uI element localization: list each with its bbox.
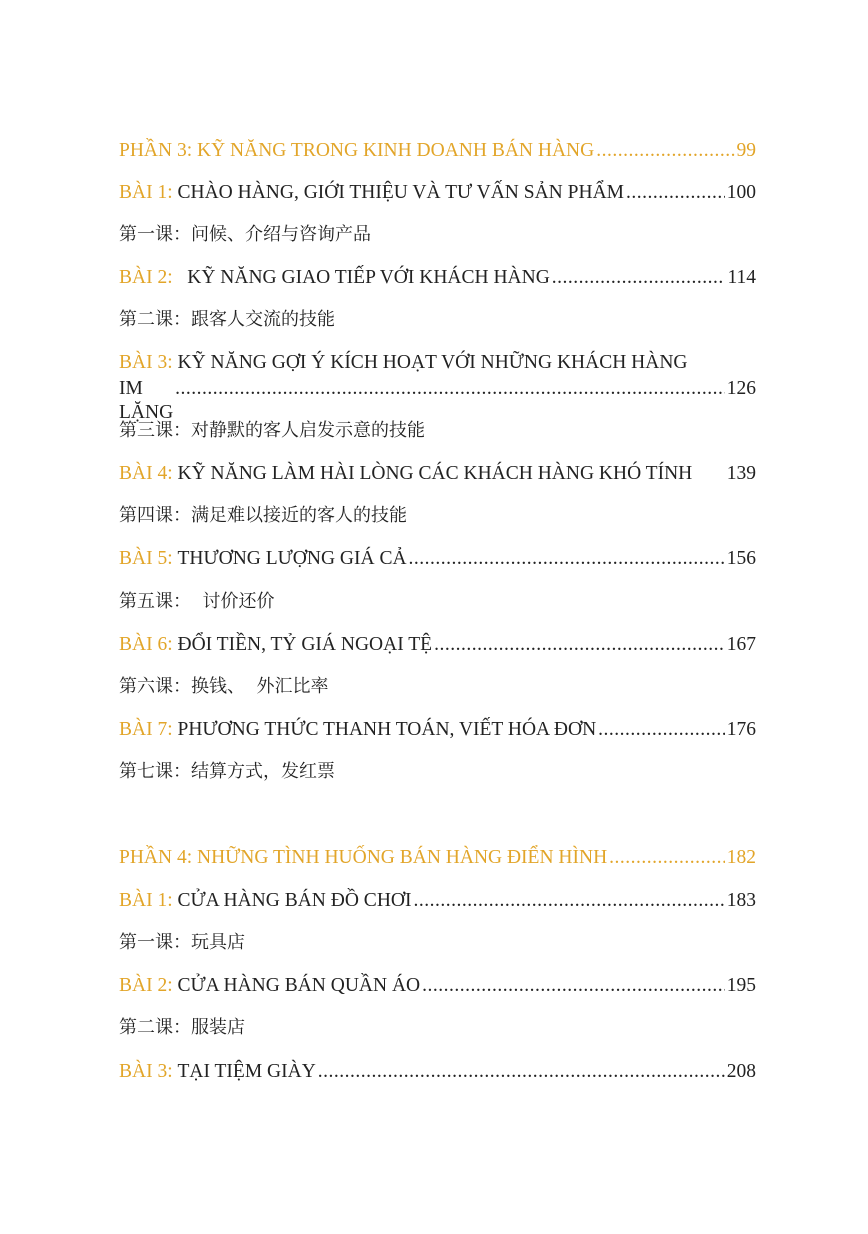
page-number: 195 xyxy=(726,975,756,996)
toc-entry xyxy=(119,547,756,571)
toc-entry xyxy=(119,974,756,998)
lesson-prefix: BÀI 1: xyxy=(119,182,173,203)
toc-entry xyxy=(119,633,756,657)
lesson-prefix: BÀI 7: xyxy=(119,719,173,740)
chinese-subtitle: 第二课：跟客人交流的技能 xyxy=(119,309,335,330)
chinese-subtitle: 第五课： 讨价还价 xyxy=(119,591,275,612)
page-number: 156 xyxy=(726,548,756,569)
lesson-prefix: BÀI 1: xyxy=(119,890,173,911)
chinese-subtitle: 第一课：问候、介绍与咨询产品 xyxy=(119,224,371,245)
page-number: 100 xyxy=(726,182,756,203)
toc-entry xyxy=(119,351,756,425)
lesson-prefix: BÀI 5: xyxy=(119,548,173,569)
lesson-title-continued: IM LẶNG xyxy=(119,378,174,423)
leader-dots xyxy=(413,889,724,913)
lesson-prefix: BÀI 2: xyxy=(119,267,173,288)
page-number: 126 xyxy=(726,378,756,399)
leader-dots xyxy=(434,633,725,657)
chinese-subtitle: 第二课：服装店 xyxy=(119,1017,245,1038)
toc-entry xyxy=(119,266,756,290)
lesson-prefix: BÀI 2: xyxy=(119,975,173,996)
leader-dots xyxy=(175,377,725,401)
lesson-title: CHÀO HÀNG, GIỚI THIỆU VÀ TƯ VẤN SẢN PHẨM xyxy=(177,182,624,203)
toc-entry xyxy=(119,1060,756,1084)
lesson-title: ĐỔI TIỀN, TỶ GIÁ NGOẠI TỆ xyxy=(177,634,433,655)
lesson-title: CỬA HÀNG BÁN QUẦN ÁO xyxy=(177,975,421,996)
lesson-title: CỬA HÀNG BÁN ĐỒ CHƠI xyxy=(177,890,412,911)
part-prefix: PHẦN 4: xyxy=(119,847,193,868)
leader-dots xyxy=(598,718,725,742)
chinese-subtitle: 第四课：满足难以接近的客人的技能 xyxy=(119,505,407,526)
part-prefix: PHẦN 3: xyxy=(119,140,193,161)
part-title: KỸ NĂNG TRONG KINH DOANH BÁN HÀNG xyxy=(197,140,595,161)
leader-dots xyxy=(409,547,725,571)
leader-dots xyxy=(596,139,734,163)
lesson-prefix: BÀI 6: xyxy=(119,634,173,655)
leader-dots xyxy=(552,266,726,290)
page-number: 182 xyxy=(726,847,756,868)
chinese-subtitle: 第三课：对静默的客人启发示意的技能 xyxy=(119,420,425,441)
chinese-subtitle: 第六课：换钱、 外汇比率 xyxy=(119,676,329,697)
leader-dots xyxy=(318,1060,725,1084)
toc-entry xyxy=(119,718,756,742)
part-4-heading xyxy=(119,846,756,870)
lesson-prefix: BÀI 3: xyxy=(119,352,173,373)
page-number: 114 xyxy=(727,267,756,288)
page-number: 183 xyxy=(726,890,756,911)
page-number: 99 xyxy=(736,140,756,161)
leader-dots xyxy=(626,181,725,205)
chinese-subtitle: 第七课：结算方式，发红票 xyxy=(119,761,335,782)
lesson-title: KỸ NĂNG GỢI Ý KÍCH HOẠT VỚI NHỮNG KHÁCH HÀNG xyxy=(177,352,688,373)
part-3-heading xyxy=(119,139,756,163)
toc-entry xyxy=(119,889,756,913)
lesson-prefix: BÀI 3: xyxy=(119,1061,173,1082)
part-title: NHỮNG TÌNH HUỐNG BÁN HÀNG ĐIỂN HÌNH xyxy=(197,847,608,868)
page-number: 176 xyxy=(726,719,756,740)
lesson-title: PHƯƠNG THỨC THANH TOÁN, VIẾT HÓA ĐƠN xyxy=(177,719,597,740)
lesson-title: KỸ NĂNG GIAO TIẾP VỚI KHÁCH HÀNG xyxy=(187,267,550,288)
page-number: 208 xyxy=(726,1061,756,1082)
lesson-title: KỸ NĂNG LÀM HÀI LÒNG CÁC KHÁCH HÀNG KHÓ TÍNH xyxy=(177,463,693,484)
page-number: 139 xyxy=(726,463,756,484)
lesson-title: THƯƠNG LƯỢNG GIÁ CẢ xyxy=(177,548,407,569)
lesson-title: TẠI TIỆM GIÀY xyxy=(177,1061,316,1082)
leader-dots xyxy=(609,846,725,870)
page-number: 167 xyxy=(726,634,756,655)
chinese-subtitle: 第一课：玩具店 xyxy=(119,932,245,953)
leader-dots xyxy=(422,974,725,998)
toc-entry xyxy=(119,181,756,205)
lesson-prefix: BÀI 4: xyxy=(119,463,173,484)
toc-entry xyxy=(119,462,756,486)
